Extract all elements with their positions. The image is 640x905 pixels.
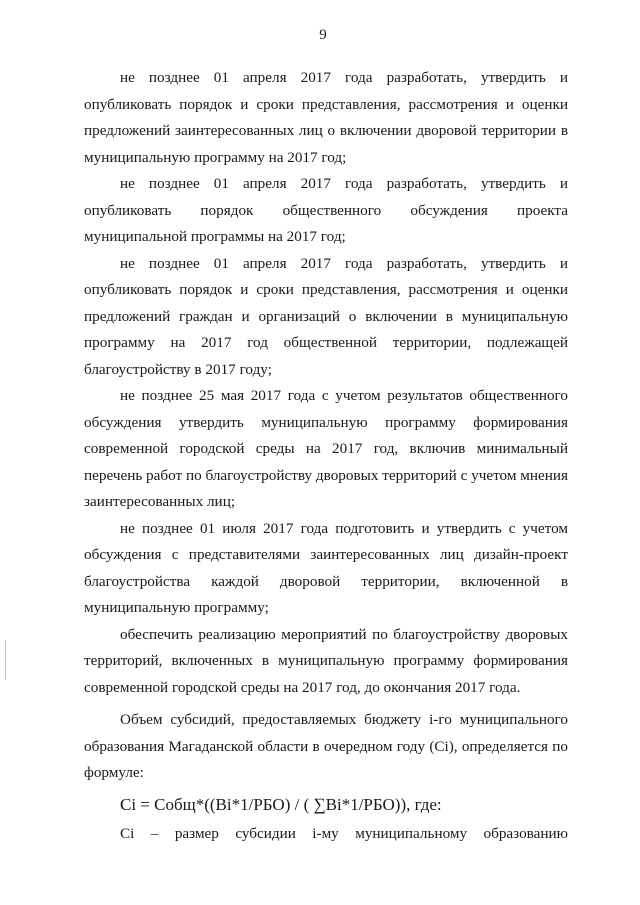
scan-edge-mark: [5, 640, 6, 680]
paragraph-implementation: обеспечить реализацию мероприятий по благоустройству дворовых территорий, включенных в муниципальную программу формирования современной городской среды на 2017 год, до окончания 2017 года.: [84, 625, 568, 696]
document-body: [84, 65, 568, 847]
subsidy-formula: Ci = Cобщ*((Вi*1/РБО) / ( ∑Вi*1/РБО)), где:: [120, 794, 442, 814]
paragraph-ci-definition: Ci – размер субсидии i-му муниципальному образованию: [120, 824, 568, 842]
paragraph-deadline-public-discussion: не позднее 01 апреля 2017 года разработать, утвердить и опубликовать порядок общественного обсуждения проекта муниципальной программы на 2017 год;: [84, 175, 568, 245]
paragraph-deadline-program-approval: не позднее 25 мая 2017 года с учетом результатов общественного обсуждения утвердить муниципальную программу формирования современной городской среды на 2017 год, включив минимальный перечень работ по благоустройству дворовых территорий с учетом мнения заинтересованных лиц;: [84, 387, 568, 510]
page-number: 9: [319, 27, 327, 43]
paragraph-subsidy-volume: Объем субсидий, предоставляемых бюджету i-го муниципального образования Магаданской области в очередном году (Ci), определяется по формуле:: [84, 711, 568, 781]
paragraph-deadline-public-territory: не позднее 01 апреля 2017 года разработать, утвердить и опубликовать порядок и сроки представления, рассмотрения и оценки предложений граждан и организаций о включении в муниципальную программу на 2017 год общественной территории, подлежащей благоустройству в 2017 году;: [84, 254, 568, 378]
paragraph-deadline-design-project: не позднее 01 июля 2017 года подготовить и утвердить с учетом обсуждения с представителями заинтересованных лиц дизайн-проект благоустройства каждой дворовой территории, включенной в муниципальную программу;: [84, 519, 568, 616]
paragraph-deadline-courtyard-proposals: не позднее 01 апреля 2017 года разработать, утвердить и опубликовать порядок и сроки представления, рассмотрения и оценки предложений заинтересованных лиц о включении дворовой территории в муниципальную программу на 2017 год;: [84, 69, 568, 166]
